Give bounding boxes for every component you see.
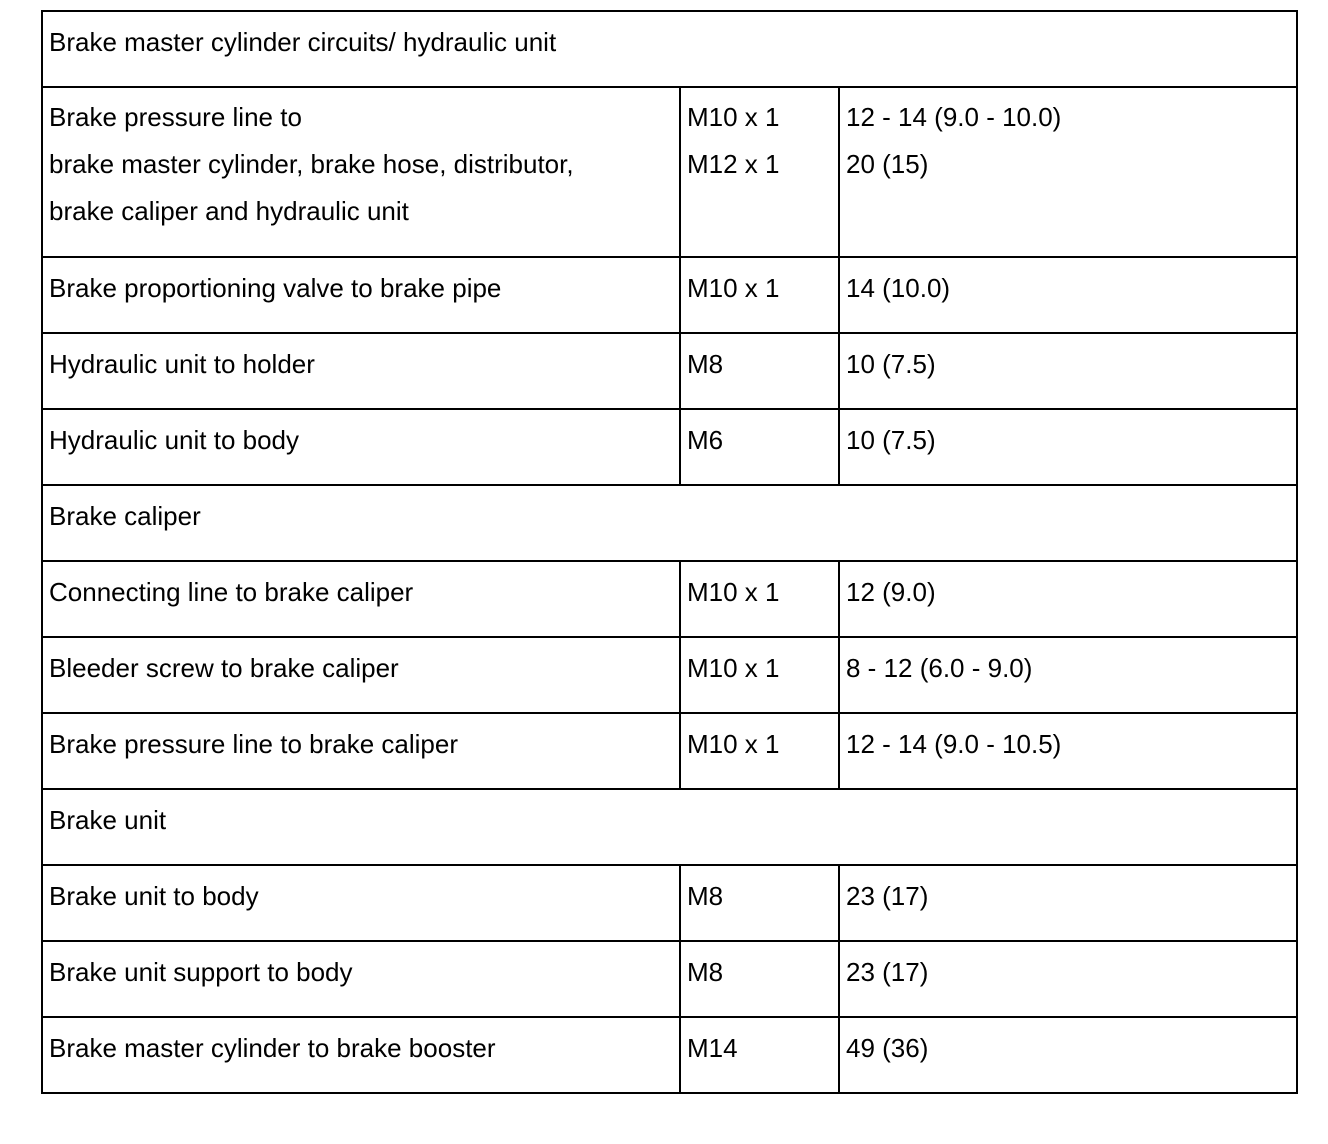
part-cell [42,87,680,257]
table-row [42,87,1297,257]
table-row [42,941,1297,1017]
part-line: brake caliper and hydraulic unit [49,196,409,226]
table-row [42,257,1297,333]
part-line: brake master cylinder, brake hose, distributor, [49,149,574,179]
thread-cell: M8 [680,941,839,1017]
thread-cell: M14 [680,1017,839,1093]
torque-cell: 23 (17) [839,941,1297,1017]
torque-line: 12 - 14 (9.0 - 10.0) [846,102,1062,132]
part-cell: Bleeder screw to brake caliper [42,637,680,713]
thread-cell: M10 x 1 [680,713,839,789]
torque-spec-table [41,10,1298,1094]
part-cell: Hydraulic unit to body [42,409,680,485]
section-title: Brake caliper [42,485,1297,561]
thread-cell: M8 [680,865,839,941]
thread-line: M12 x 1 [687,149,780,179]
part-line: Brake pressure line to [49,102,302,132]
thread-cell: M8 [680,333,839,409]
part-cell: Brake unit to body [42,865,680,941]
thread-cell: M6 [680,409,839,485]
thread-cell: M10 x 1 [680,561,839,637]
torque-cell: 14 (10.0) [839,257,1297,333]
table-row [42,713,1297,789]
section-title: Brake unit [42,789,1297,865]
part-cell: Connecting line to brake caliper [42,561,680,637]
torque-cell: 49 (36) [839,1017,1297,1093]
torque-cell: 23 (17) [839,865,1297,941]
thread-cell [680,87,839,257]
table-row [42,637,1297,713]
table-row [42,865,1297,941]
section-header-row [42,789,1297,865]
thread-line: M10 x 1 [687,102,780,132]
table-row [42,333,1297,409]
section-title: Brake master cylinder circuits/ hydraulic unit [42,11,1297,87]
torque-cell: 10 (7.5) [839,333,1297,409]
thread-cell: M10 x 1 [680,257,839,333]
part-cell: Brake proportioning valve to brake pipe [42,257,680,333]
torque-cell: 8 - 12 (6.0 - 9.0) [839,637,1297,713]
torque-cell [839,87,1297,257]
torque-cell: 10 (7.5) [839,409,1297,485]
part-cell: Hydraulic unit to holder [42,333,680,409]
table-row [42,561,1297,637]
part-cell: Brake pressure line to brake caliper [42,713,680,789]
part-cell: Brake unit support to body [42,941,680,1017]
part-cell: Brake master cylinder to brake booster [42,1017,680,1093]
torque-cell: 12 - 14 (9.0 - 10.5) [839,713,1297,789]
section-header-row [42,11,1297,87]
section-header-row [42,485,1297,561]
torque-line: 20 (15) [846,149,929,179]
table-row [42,409,1297,485]
table-row [42,1017,1297,1093]
thread-cell: M10 x 1 [680,637,839,713]
torque-cell: 12 (9.0) [839,561,1297,637]
